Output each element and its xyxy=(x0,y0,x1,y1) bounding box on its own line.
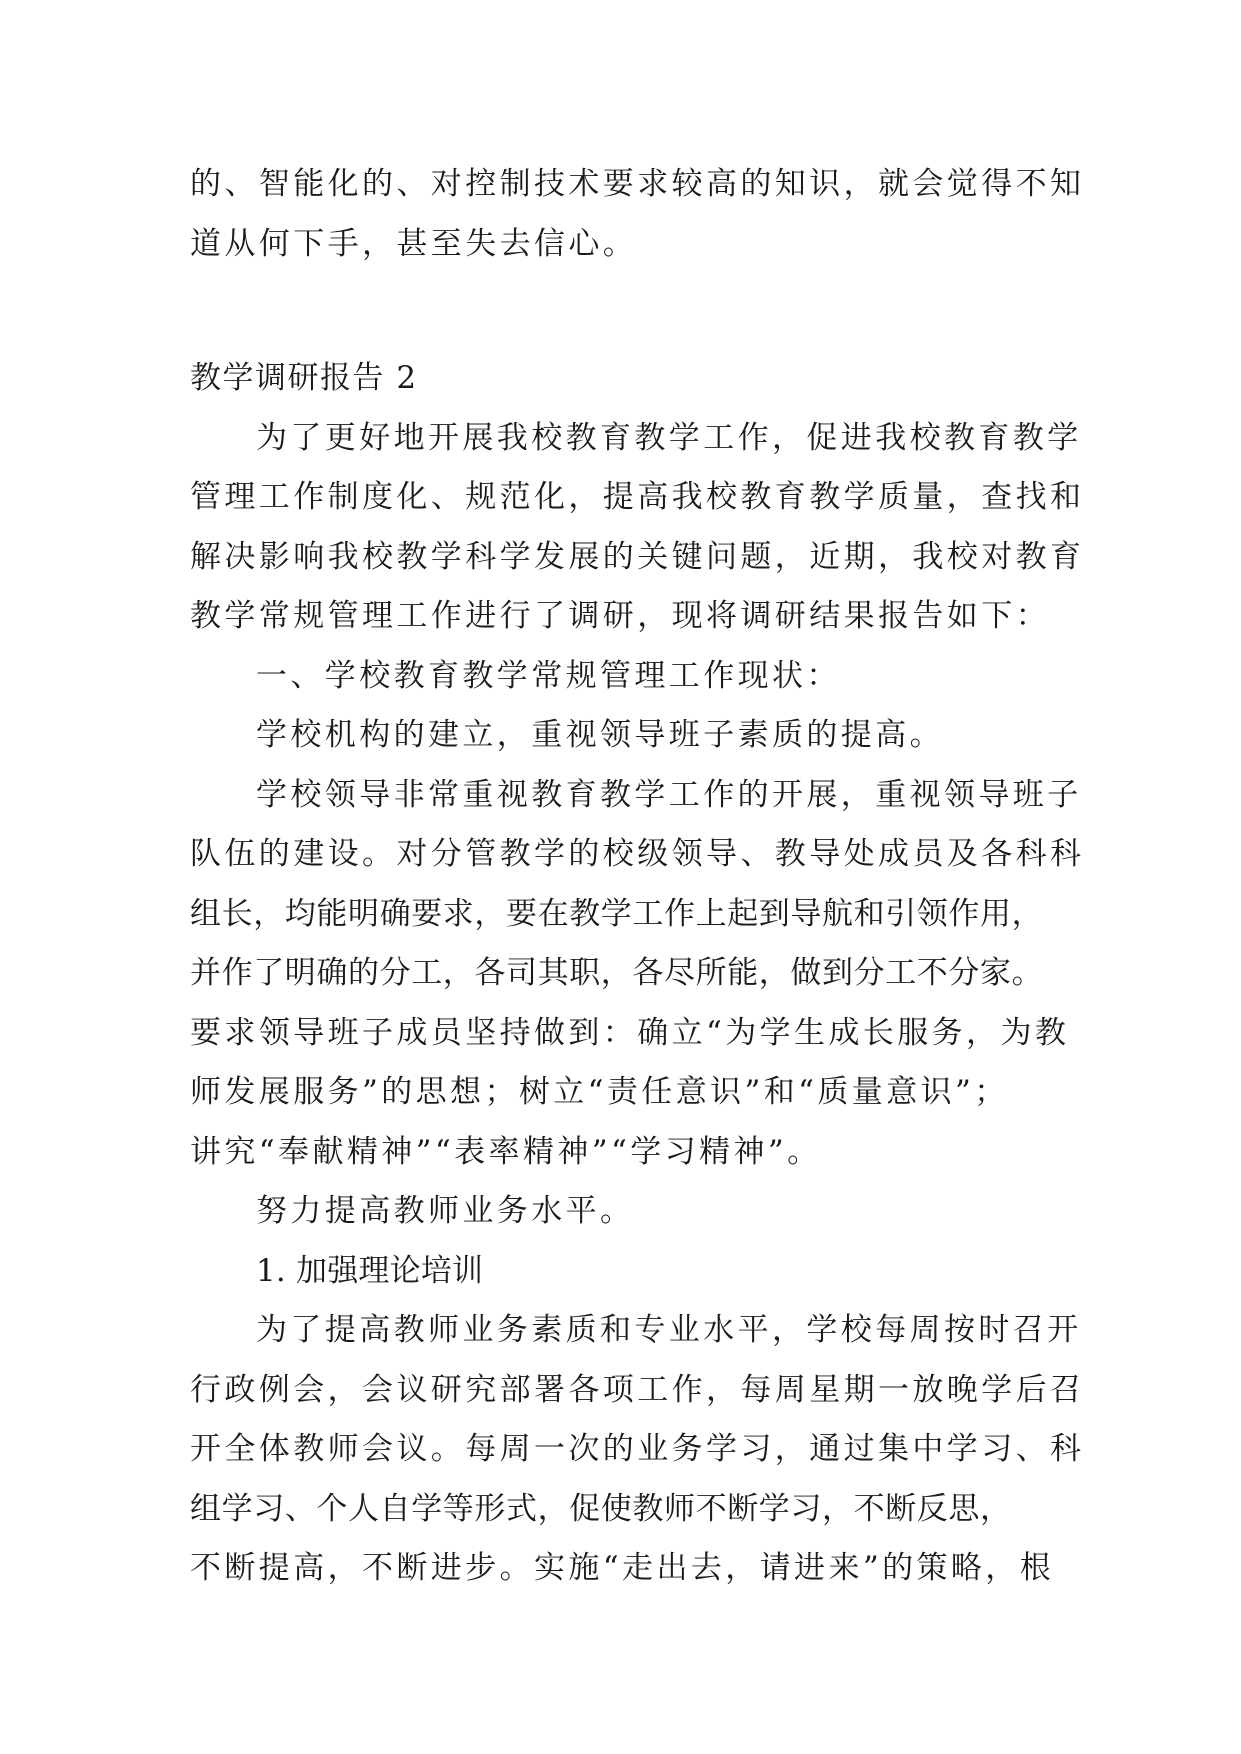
paragraph-line: 为了提高教师业务素质和专业水平，学校每周按时召开 xyxy=(256,1312,1082,1348)
section-title: 教学调研报告 2 xyxy=(190,360,418,396)
subheading-line: 学校机构的建立，重视领导班子素质的提高。 xyxy=(256,717,944,753)
paragraph-line: 的、智能化的、对控制技术要求较高的知识，就会觉得不知 xyxy=(190,166,1085,202)
subheading-line: 努力提高教师业务水平。 xyxy=(256,1193,635,1229)
paragraph-line: 讲究“奉献精神”“表率精神”“学习精神”。 xyxy=(190,1133,822,1170)
paragraph-line: 不断提高，不断进步。实施“走出去，请进来”的策略，根 xyxy=(190,1550,1055,1586)
subheading-line: 一、学校教育教学常规管理工作现状： xyxy=(256,657,841,694)
paragraph-line: 管理工作制度化、规范化，提高我校教育教学质量，查找和 xyxy=(190,479,1085,515)
paragraph-line: 要求领导班子成员坚持做到：确立“为学生成长服务，为教 xyxy=(190,1014,1070,1051)
paragraph-line: 并作了明确的分工，各司其职，各尽所能，做到分工不分家。 xyxy=(190,955,1044,991)
paragraph-line: 开全体教师会议。每周一次的业务学习，通过集中学习、科 xyxy=(190,1431,1085,1467)
paragraph-line: 学校领导非常重视教育教学工作的开展，重视领导班子 xyxy=(256,776,1082,813)
paragraph-line: 师发展服务”的思想；树立“责任意识”和“质量意识”； xyxy=(190,1074,1009,1110)
paragraph-line: 为了更好地开展我校教育教学工作，促进我校教育教学 xyxy=(256,419,1082,456)
paragraph-line: 道从何下手，甚至失去信心。 xyxy=(190,225,638,262)
subheading-line: 1. 加强理论培训 xyxy=(256,1252,484,1289)
paragraph-line: 组长，均能明确要求，要在教学工作上起到导航和引领作用， xyxy=(190,895,1044,932)
paragraph-line: 解决影响我校教学科学发展的关键问题，近期，我校对教育 xyxy=(190,538,1085,575)
paragraph-line: 教学常规管理工作进行了调研，现将调研结果报告如下： xyxy=(190,598,1050,634)
paragraph-line: 队伍的建设。对分管教学的校级领导、教导处成员及各科科 xyxy=(190,836,1085,872)
paragraph-line: 行政例会，会议研究部署各项工作，每周星期一放晚学后召 xyxy=(190,1371,1085,1408)
paragraph-line: 组学习、个人自学等形式，促使教师不断学习，不断反思， xyxy=(190,1490,1012,1527)
document-body xyxy=(190,155,1085,1599)
